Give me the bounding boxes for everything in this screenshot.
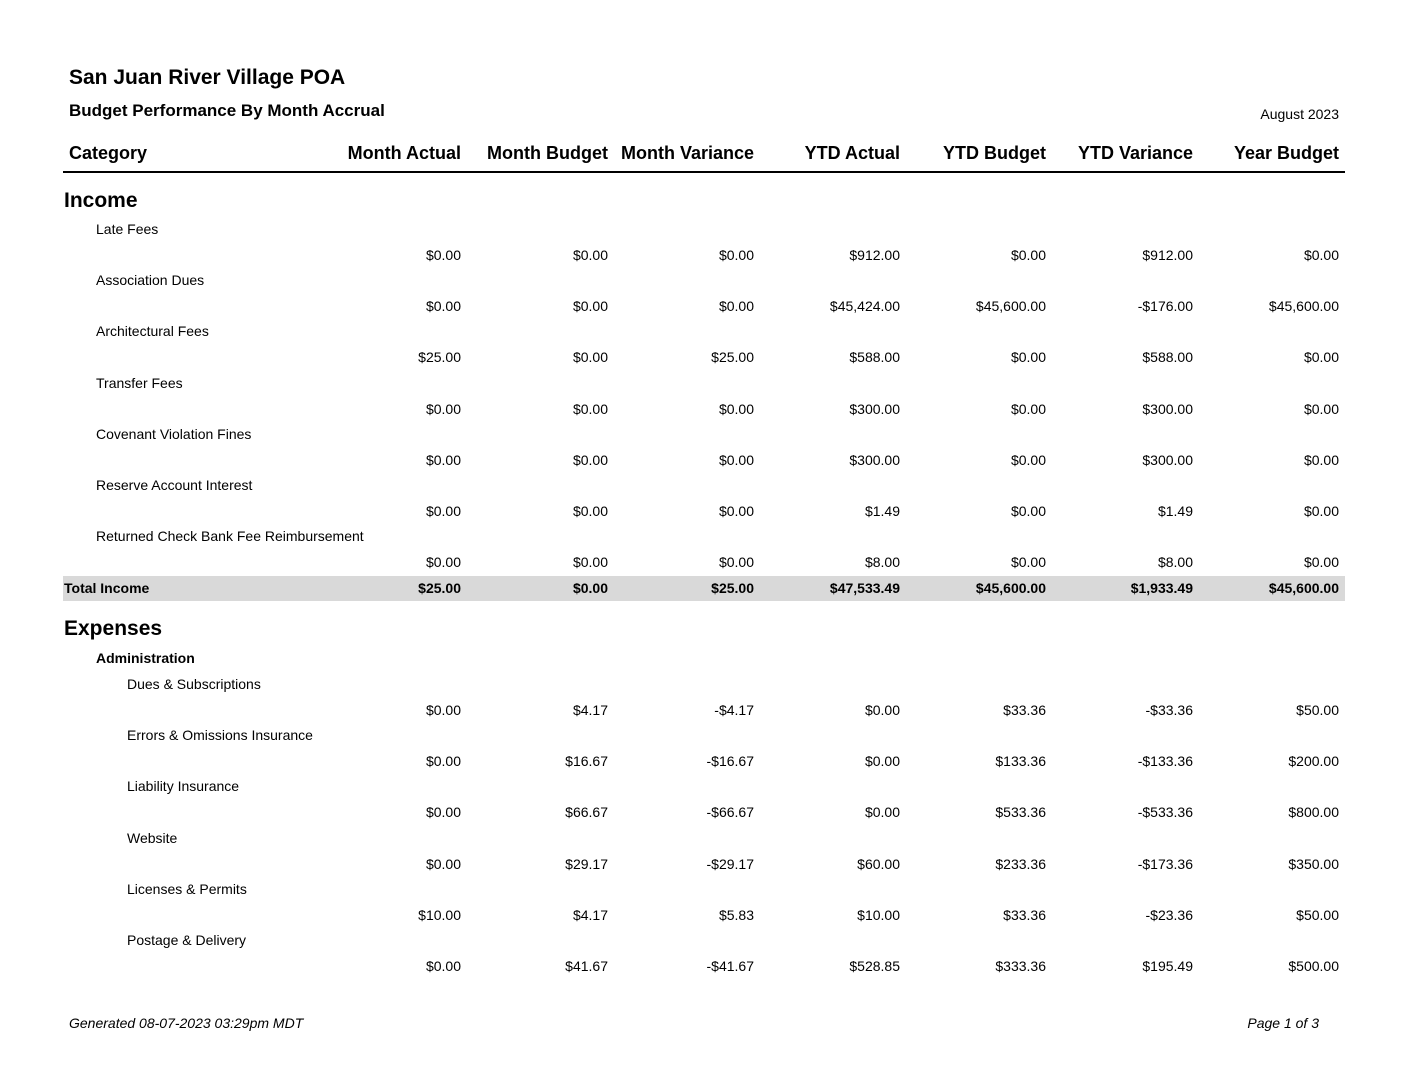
cell-ytd-budget: $45,600.00 <box>975 298 1046 315</box>
cell-year-budget: $200.00 <box>1288 753 1339 770</box>
cell-year-budget: $0.00 <box>1303 451 1339 468</box>
cell-ytd-variance: -$133.36 <box>1137 753 1193 770</box>
cell-ytd-variance: $1.49 <box>1157 503 1193 519</box>
cell-month-actual: $0.00 <box>425 247 461 263</box>
line-item-name: Liability Insurance <box>127 778 240 795</box>
cell-year-budget: $0.00 <box>1303 554 1339 571</box>
cell-month-actual: $0.00 <box>425 958 461 974</box>
cell-month-budget: $0.00 <box>572 503 608 519</box>
cell-month-budget: $4.17 <box>572 702 608 718</box>
cell-month-budget: $66.67 <box>565 804 608 821</box>
page-number: Page 1 of 3 <box>1247 1015 1319 1031</box>
total-income-ytd-variance: $1,933.49 <box>1130 580 1193 596</box>
cell-month-actual: $25.00 <box>418 349 461 366</box>
cell-month-budget: $0.00 <box>572 247 608 263</box>
cell-year-budget: $0.00 <box>1303 349 1339 366</box>
total-income-year-budget: $45,600.00 <box>1268 580 1339 596</box>
line-item-name: Architectural Fees <box>96 323 209 340</box>
cell-ytd-variance: $300.00 <box>1142 451 1193 468</box>
cell-month-budget: $29.17 <box>565 855 608 872</box>
cell-month-actual: $0.00 <box>425 753 461 770</box>
cell-year-budget: $50.00 <box>1296 702 1339 718</box>
cell-month-variance: -$66.67 <box>706 804 754 821</box>
column-header-month-budget: Month Budget <box>487 143 608 163</box>
line-item-name: Website <box>127 829 178 846</box>
column-header-ytd-variance: YTD Variance <box>1077 143 1193 163</box>
cell-year-budget: $0.00 <box>1303 247 1339 263</box>
report-period: August 2023 <box>1260 106 1339 122</box>
cell-month-variance: $0.00 <box>718 298 754 315</box>
cell-month-variance: $0.00 <box>718 247 754 263</box>
cell-ytd-variance: $588.00 <box>1142 349 1193 366</box>
cell-month-variance: $0.00 <box>718 554 754 571</box>
report-title: Budget Performance By Month Accrual <box>69 101 385 120</box>
cell-ytd-budget: $533.36 <box>995 804 1046 821</box>
cell-year-budget: $45,600.00 <box>1268 298 1339 315</box>
column-header-ytd-budget: YTD Budget <box>943 143 1046 163</box>
cell-year-budget: $500.00 <box>1288 958 1339 974</box>
cell-year-budget: $50.00 <box>1296 906 1339 923</box>
cell-ytd-variance: -$173.36 <box>1137 855 1193 872</box>
organization-name: San Juan River Village POA <box>69 66 346 89</box>
total-income-ytd-actual: $47,533.49 <box>829 580 900 596</box>
cell-ytd-budget: $0.00 <box>1010 503 1046 519</box>
cell-month-budget: $0.00 <box>572 400 608 417</box>
cell-month-budget: $0.00 <box>572 349 608 366</box>
cell-ytd-actual: $45,424.00 <box>829 298 900 315</box>
expense-group-administration: Administration <box>96 650 195 666</box>
cell-month-variance: $0.00 <box>718 503 754 519</box>
cell-ytd-actual: $300.00 <box>849 451 900 468</box>
column-header-category: Category <box>69 143 148 163</box>
total-income-label: Total Income <box>64 580 150 596</box>
cell-ytd-actual: $10.00 <box>857 906 900 923</box>
total-income-month-variance: $25.00 <box>711 580 754 596</box>
cell-month-budget: $41.67 <box>565 958 608 974</box>
cell-ytd-actual: $588.00 <box>849 349 900 366</box>
column-header-ytd-actual: YTD Actual <box>804 143 900 163</box>
cell-ytd-actual: $60.00 <box>857 855 900 872</box>
cell-year-budget: $0.00 <box>1303 400 1339 417</box>
total-income-ytd-budget: $45,600.00 <box>975 580 1046 596</box>
header-divider <box>63 171 1345 173</box>
cell-month-actual: $0.00 <box>425 298 461 315</box>
cell-month-variance: -$41.67 <box>706 958 754 974</box>
cell-ytd-variance: -$33.36 <box>1145 702 1193 718</box>
cell-month-actual: $0.00 <box>425 804 461 821</box>
column-header-year-budget: Year Budget <box>1233 143 1339 163</box>
cell-month-variance: $25.00 <box>711 349 754 366</box>
cell-ytd-actual: $300.00 <box>849 400 900 417</box>
cell-ytd-variance: -$533.36 <box>1137 804 1193 821</box>
cell-month-actual: $0.00 <box>425 451 461 468</box>
cell-ytd-budget: $0.00 <box>1010 349 1046 366</box>
cell-ytd-variance: -$176.00 <box>1137 298 1193 315</box>
line-item-name: Errors & Omissions Insurance <box>127 727 313 744</box>
line-item-name: Late Fees <box>96 221 159 237</box>
cell-ytd-actual: $0.00 <box>864 702 900 718</box>
cell-ytd-budget: $0.00 <box>1010 247 1046 263</box>
column-header-month-actual: Month Actual <box>347 143 461 163</box>
cell-ytd-variance: $8.00 <box>1157 554 1193 571</box>
cell-year-budget: $0.00 <box>1303 503 1339 519</box>
cell-ytd-actual: $0.00 <box>864 804 900 821</box>
cell-month-variance: -$4.17 <box>714 702 754 718</box>
line-item-name: Association Dues <box>96 272 205 289</box>
cell-month-budget: $0.00 <box>572 554 608 571</box>
cell-month-budget: $0.00 <box>572 451 608 468</box>
cell-ytd-budget: $33.36 <box>1003 906 1046 923</box>
cell-month-variance: -$16.67 <box>706 753 754 770</box>
cell-year-budget: $350.00 <box>1288 855 1339 872</box>
cell-year-budget: $800.00 <box>1288 804 1339 821</box>
cell-month-budget: $4.17 <box>572 906 608 923</box>
cell-ytd-budget: $0.00 <box>1010 400 1046 417</box>
expenses-section-heading: Expenses <box>64 617 163 640</box>
line-item-name: Postage & Delivery <box>127 932 247 948</box>
cell-ytd-actual: $0.00 <box>864 753 900 770</box>
cell-month-actual: $0.00 <box>425 503 461 519</box>
line-item-name: Dues & Subscriptions <box>127 676 261 692</box>
cell-month-variance: $5.83 <box>718 906 754 923</box>
cell-ytd-actual: $8.00 <box>864 554 900 571</box>
cell-month-variance: $0.00 <box>718 400 754 417</box>
cell-month-actual: $0.00 <box>425 400 461 417</box>
cell-ytd-actual: $1.49 <box>864 503 900 519</box>
cell-ytd-variance: $300.00 <box>1142 400 1193 417</box>
cell-ytd-budget: $33.36 <box>1003 702 1046 718</box>
cell-month-actual: $0.00 <box>425 702 461 718</box>
line-item-name: Returned Check Bank Fee Reimbursement <box>96 528 364 545</box>
cell-month-budget: $16.67 <box>565 753 608 770</box>
line-item-name: Licenses & Permits <box>127 880 247 897</box>
cell-ytd-budget: $0.00 <box>1010 451 1046 468</box>
cell-ytd-budget: $233.36 <box>995 855 1046 872</box>
cell-ytd-budget: $0.00 <box>1010 554 1046 571</box>
cell-ytd-variance: $195.49 <box>1142 958 1193 974</box>
line-item-name: Reserve Account Interest <box>96 477 253 493</box>
cell-ytd-actual: $528.85 <box>849 958 900 974</box>
cell-ytd-budget: $133.36 <box>995 753 1046 770</box>
cell-month-variance: $0.00 <box>718 451 754 468</box>
total-income-month-budget: $0.00 <box>572 580 608 596</box>
generated-timestamp: Generated 08-07-2023 03:29pm MDT <box>69 1015 304 1031</box>
cell-ytd-variance: -$23.36 <box>1145 906 1193 923</box>
cell-month-budget: $0.00 <box>572 298 608 315</box>
cell-month-actual: $0.00 <box>425 855 461 872</box>
income-section-heading: Income <box>64 189 138 212</box>
line-item-name: Covenant Violation Fines <box>96 425 252 442</box>
column-header-month-variance: Month Variance <box>620 143 754 163</box>
cell-ytd-actual: $912.00 <box>849 247 900 263</box>
cell-month-actual: $10.00 <box>418 906 461 923</box>
total-income-month-actual: $25.00 <box>418 580 461 596</box>
cell-ytd-budget: $333.36 <box>995 958 1046 974</box>
cell-month-variance: -$29.17 <box>706 855 754 872</box>
line-item-name: Transfer Fees <box>96 374 183 391</box>
cell-month-actual: $0.00 <box>425 554 461 571</box>
cell-ytd-variance: $912.00 <box>1142 247 1193 263</box>
